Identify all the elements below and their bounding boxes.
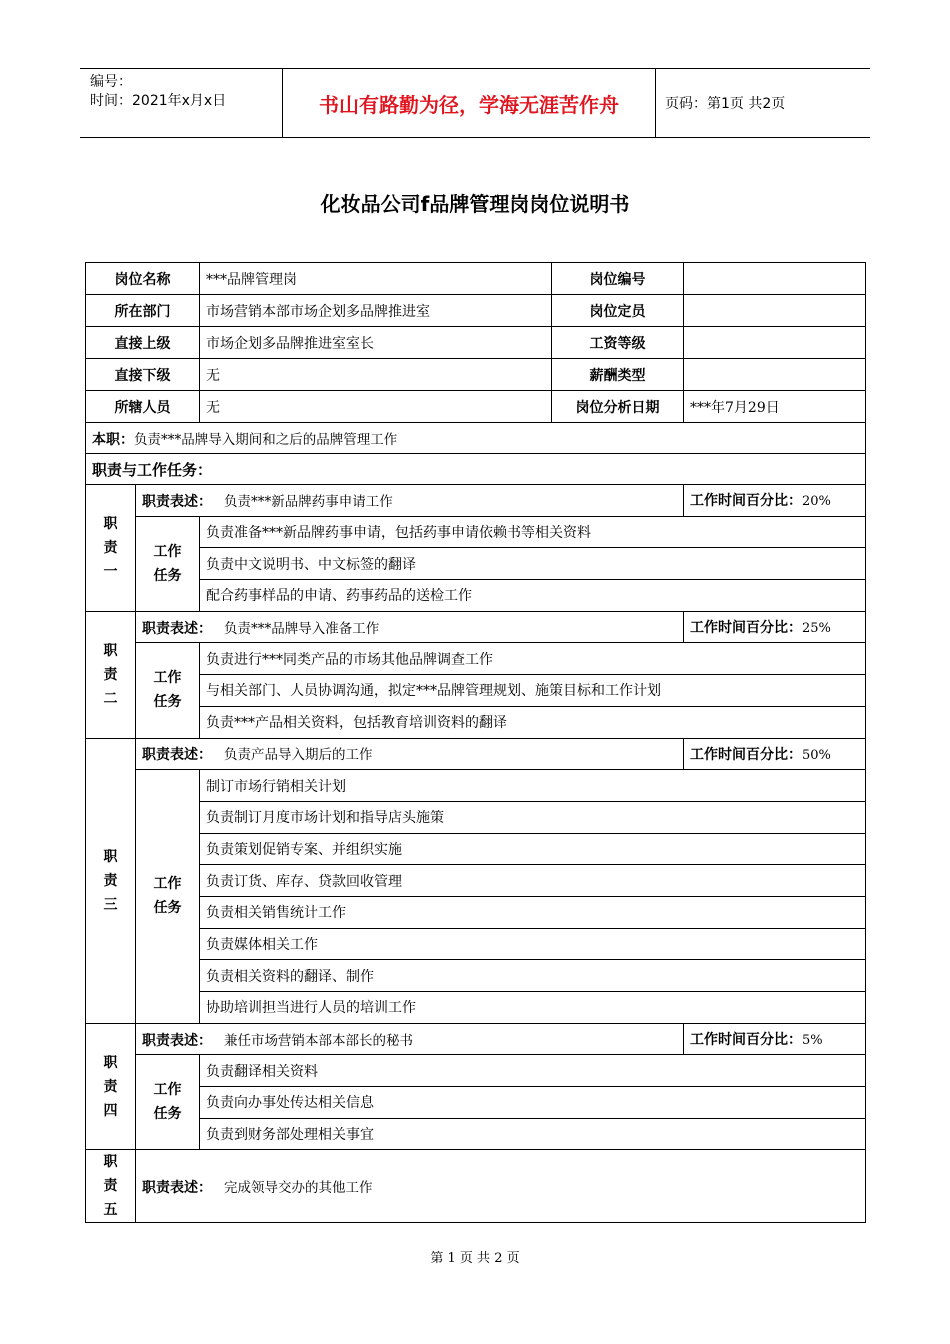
work-tasks-label-line: 工作 bbox=[153, 543, 182, 560]
basic-row bbox=[86, 263, 866, 295]
field-label: 薪酬类型 bbox=[552, 359, 684, 391]
field-value: 市场企划多品牌推进室室长 bbox=[200, 327, 552, 359]
duty-name-char: 职 bbox=[103, 642, 118, 659]
duty-time-percent bbox=[684, 1023, 866, 1055]
number-label: 编号： bbox=[90, 74, 132, 90]
field-value bbox=[684, 327, 866, 359]
duty-name-char: 责 bbox=[103, 872, 118, 889]
duty-name-char: 四 bbox=[103, 1102, 118, 1119]
task-row bbox=[86, 770, 866, 802]
task-row bbox=[86, 643, 866, 675]
field-value bbox=[684, 359, 866, 391]
task-row bbox=[86, 706, 866, 738]
duty-description bbox=[136, 485, 684, 517]
time-percent-label: 工作时间百分比： bbox=[690, 746, 802, 763]
duty-desc-row bbox=[86, 611, 866, 643]
duty-name-char: 责 bbox=[103, 666, 118, 683]
basic-row bbox=[86, 295, 866, 327]
duty-desc-label: 职责表述： bbox=[142, 620, 212, 637]
duty-desc-label: 职责表述： bbox=[142, 747, 212, 764]
field-value bbox=[684, 295, 866, 327]
header-meta bbox=[80, 69, 280, 137]
duty-name-char: 责 bbox=[103, 1178, 118, 1195]
field-label: 所在部门 bbox=[86, 295, 200, 327]
task-item: 制订市场行销相关计划 bbox=[200, 770, 866, 802]
work-tasks-label bbox=[136, 770, 200, 1024]
duty-name-char: 职 bbox=[103, 1054, 118, 1071]
time-percent-label: 工作时间百分比： bbox=[690, 620, 802, 637]
duty-desc-row bbox=[86, 485, 866, 517]
time-percent-label: 工作时间百分比： bbox=[690, 493, 802, 510]
field-label: 直接下级 bbox=[86, 359, 200, 391]
task-item: 负责向办事处传达相关信息 bbox=[200, 1087, 866, 1119]
work-tasks-label-line: 工作 bbox=[153, 670, 182, 687]
document-title: 化妆品公司f品牌管理岗岗位说明书 bbox=[320, 192, 630, 216]
duty-desc-label: 职责表述： bbox=[142, 1179, 212, 1196]
duty-name-char: 职 bbox=[103, 848, 118, 865]
task-row bbox=[86, 548, 866, 580]
duty-desc-label: 职责表述： bbox=[142, 493, 212, 510]
duty-name bbox=[86, 611, 136, 738]
task-row bbox=[86, 1055, 866, 1087]
duty-desc-text: 负责产品导入期后的工作 bbox=[224, 747, 373, 764]
field-label: 所辖人员 bbox=[86, 391, 200, 423]
duty-name-char: 一 bbox=[103, 563, 118, 580]
duties-header: 职责与工作任务： bbox=[86, 454, 866, 485]
task-item: 负责相关销售统计工作 bbox=[200, 896, 866, 928]
work-tasks-label bbox=[136, 516, 200, 611]
duty-name-char: 责 bbox=[103, 1078, 118, 1095]
duty-summary-text: 负责***品牌导入期间和之后的品牌管理工作 bbox=[134, 431, 398, 448]
field-value: 市场营销本部市场企划多品牌推进室 bbox=[200, 295, 552, 327]
task-item: 负责进行***同类产品的市场其他品牌调查工作 bbox=[200, 643, 866, 675]
task-row bbox=[86, 928, 866, 960]
task-item: 负责策划促销专案、并组织实施 bbox=[200, 833, 866, 865]
header-page-info: 页码：第1页 共2页 bbox=[665, 96, 786, 112]
duty-name bbox=[86, 485, 136, 612]
field-value bbox=[684, 263, 866, 295]
field-label: 工资等级 bbox=[552, 327, 684, 359]
task-item: 协助培训担当进行人员的培训工作 bbox=[200, 992, 866, 1024]
duty-name bbox=[86, 1150, 136, 1223]
duty-desc-row bbox=[86, 1023, 866, 1055]
duty-desc-text: 完成领导交办的其他工作 bbox=[224, 1179, 373, 1196]
field-value: 无 bbox=[200, 359, 552, 391]
duty-name-char: 职 bbox=[103, 515, 118, 532]
task-item: 与相关部门、人员协调沟通，拟定***品牌管理规划、施策目标和工作计划 bbox=[200, 675, 866, 707]
task-row bbox=[86, 960, 866, 992]
work-tasks-label-line: 任务 bbox=[153, 567, 182, 584]
time-label: 时间：2021年x月x日 bbox=[90, 93, 227, 109]
time-percent-value: 50% bbox=[802, 747, 831, 763]
task-row bbox=[86, 516, 866, 548]
field-value: ***品牌管理岗 bbox=[200, 263, 552, 295]
duty-summary-row bbox=[86, 423, 866, 454]
task-row bbox=[86, 1118, 866, 1150]
work-tasks-label bbox=[136, 1055, 200, 1150]
field-label: 直接上级 bbox=[86, 327, 200, 359]
basic-row bbox=[86, 327, 866, 359]
task-item: 配合药事样品的申请、药事药品的送检工作 bbox=[200, 580, 866, 612]
duty-description bbox=[136, 611, 684, 643]
duty-name-char: 责 bbox=[103, 539, 118, 556]
task-row bbox=[86, 675, 866, 707]
work-tasks-label bbox=[136, 643, 200, 738]
field-label: 岗位分析日期 bbox=[552, 391, 684, 423]
work-tasks-label-line: 工作 bbox=[153, 1082, 182, 1099]
work-tasks-label-line: 任务 bbox=[153, 1106, 182, 1123]
job-description-table bbox=[85, 262, 866, 1223]
duty-time-percent bbox=[684, 738, 866, 770]
duty-name-char: 二 bbox=[103, 690, 118, 707]
time-percent-value: 5% bbox=[802, 1033, 823, 1049]
duty-name-char: 职 bbox=[103, 1154, 118, 1171]
duty-description bbox=[136, 1023, 684, 1055]
task-item: 负责准备***新品牌药事申请，包括药事申请依赖书等相关资料 bbox=[200, 516, 866, 548]
work-tasks-label-line: 任务 bbox=[153, 900, 182, 917]
basic-row bbox=[86, 359, 866, 391]
duty-time-percent bbox=[684, 611, 866, 643]
duty-desc-text: 负责***品牌导入准备工作 bbox=[224, 620, 380, 637]
task-row bbox=[86, 865, 866, 897]
task-row bbox=[86, 992, 866, 1024]
time-percent-label: 工作时间百分比： bbox=[690, 1032, 802, 1049]
task-row bbox=[86, 896, 866, 928]
task-item: 负责媒体相关工作 bbox=[200, 928, 866, 960]
duties-header-row bbox=[86, 454, 866, 485]
task-item: 负责到财务部处理相关事宜 bbox=[200, 1118, 866, 1150]
page-header bbox=[80, 68, 870, 138]
duty-summary-label: 本职： bbox=[92, 431, 134, 448]
work-tasks-label-line: 工作 bbox=[153, 876, 182, 893]
task-item: 负责相关资料的翻译、制作 bbox=[200, 960, 866, 992]
duty-name-char: 三 bbox=[103, 896, 118, 913]
duty-description bbox=[136, 738, 684, 770]
duty-summary bbox=[86, 423, 866, 454]
duty-description bbox=[136, 1150, 866, 1223]
time-percent-value: 25% bbox=[802, 621, 831, 637]
field-label: 岗位编号 bbox=[552, 263, 684, 295]
field-label: 岗位定员 bbox=[552, 295, 684, 327]
field-value: 无 bbox=[200, 391, 552, 423]
page-footer: 第 1 页 共 2 页 bbox=[430, 1251, 520, 1266]
field-label: 岗位名称 bbox=[86, 263, 200, 295]
field-value: ***年7月29日 bbox=[684, 391, 866, 423]
duty-desc-row bbox=[86, 738, 866, 770]
duty-desc-text: 负责***新品牌药事申请工作 bbox=[224, 493, 393, 510]
task-item: 负责***产品相关资料，包括教育培训资料的翻译 bbox=[200, 706, 866, 738]
duty-name bbox=[86, 1023, 136, 1150]
task-item: 负责中文说明书、中文标签的翻译 bbox=[200, 548, 866, 580]
basic-row bbox=[86, 391, 866, 423]
task-item: 负责翻译相关资料 bbox=[200, 1055, 866, 1087]
duty-name-char: 五 bbox=[103, 1202, 118, 1219]
work-tasks-label-line: 任务 bbox=[153, 694, 182, 711]
task-row bbox=[86, 1087, 866, 1119]
time-percent-value: 20% bbox=[802, 494, 831, 510]
task-item: 负责制订月度市场计划和指导店头施策 bbox=[200, 801, 866, 833]
task-row bbox=[86, 833, 866, 865]
task-item: 负责订货、库存、贷款回收管理 bbox=[200, 865, 866, 897]
duty-five-row bbox=[86, 1150, 866, 1223]
task-row bbox=[86, 801, 866, 833]
duty-time-percent bbox=[684, 485, 866, 517]
duty-desc-label: 职责表述： bbox=[142, 1032, 212, 1049]
task-row bbox=[86, 580, 866, 612]
duty-name bbox=[86, 738, 136, 1023]
header-slogan: 书山有路勤为径，学海无涯苦作舟 bbox=[282, 69, 656, 137]
duty-desc-text: 兼任市场营销本部本部长的秘书 bbox=[224, 1032, 413, 1049]
